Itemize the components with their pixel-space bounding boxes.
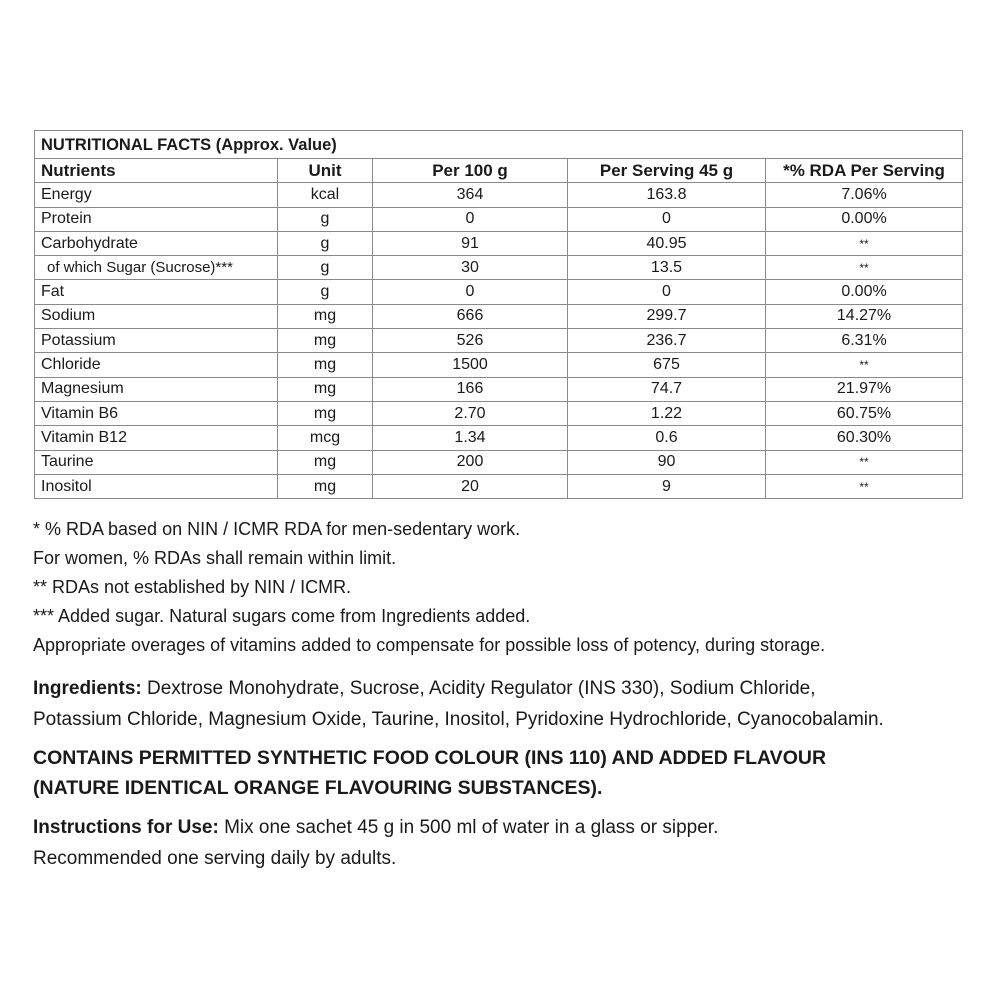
- table-row: [35, 474, 963, 498]
- table-title: NUTRITIONAL FACTS (Approx. Value): [35, 131, 963, 159]
- header-unit: Unit: [278, 159, 373, 183]
- nutrient-per-100g: 526: [373, 329, 568, 353]
- nutrient-per-100g: 0: [373, 207, 568, 231]
- nutrient-per-serving: 0: [568, 280, 766, 304]
- nutrient-per-serving: 0: [568, 207, 766, 231]
- nutrient-unit: mg: [278, 474, 373, 498]
- ingredients-text-1: Dextrose Monohydrate, Sucrose, Acidity Regulator (INS 330), Sodium Chloride,: [141, 678, 816, 699]
- nutrient-per-serving: 1.22: [568, 401, 766, 425]
- footnote-added-sugar: *** Added sugar. Natural sugars come from Ingredients added.: [33, 606, 531, 626]
- nutrient-per-100g: 364: [373, 183, 568, 207]
- header-per-serving: Per Serving 45 g: [568, 159, 766, 183]
- instructions-text-1: Mix one sachet 45 g in 500 ml of water in a glass or sipper.: [218, 817, 719, 838]
- nutrient-name: Fat: [35, 280, 278, 304]
- table-row: [35, 231, 963, 255]
- nutrient-unit: mg: [278, 450, 373, 474]
- table-row: [35, 256, 963, 280]
- nutrient-name: Protein: [35, 207, 278, 231]
- nutrient-per-serving: 299.7: [568, 304, 766, 328]
- nutrient-per-100g: 20: [373, 474, 568, 498]
- table-row: [35, 353, 963, 377]
- nutrient-per-100g: 0: [373, 280, 568, 304]
- nutrient-unit: mg: [278, 401, 373, 425]
- nutrient-per-serving: 9: [568, 474, 766, 498]
- footnote-not-established: ** RDAs not established by NIN / ICMR.: [33, 577, 352, 597]
- footnote-overages: Appropriate overages of vitamins added to compensate for possible loss of potency, during storage.: [33, 635, 826, 655]
- contains-line-2: (NATURE IDENTICAL ORANGE FLAVOURING SUBSTANCES).: [33, 777, 603, 799]
- instructions-line-2: Recommended one serving daily by adults.: [33, 848, 397, 869]
- nutrient-per-serving: 40.95: [568, 231, 766, 255]
- nutrient-name: Carbohydrate: [35, 231, 278, 255]
- header-nutrients: Nutrients: [35, 159, 278, 183]
- ingredients-line-2: Potassium Chloride, Magnesium Oxide, Taurine, Inositol, Pyridoxine Hydrochloride, Cyanocobalamin.: [33, 709, 884, 730]
- nutrient-rda: **: [766, 474, 963, 498]
- nutrient-unit: g: [278, 280, 373, 304]
- nutrient-unit: g: [278, 207, 373, 231]
- nutrient-rda: **: [766, 256, 963, 280]
- table-header-row: [35, 159, 963, 183]
- nutrient-unit: mg: [278, 304, 373, 328]
- nutrient-per-100g: 200: [373, 450, 568, 474]
- contains-line-1: CONTAINS PERMITTED SYNTHETIC FOOD COLOUR (INS 110) AND ADDED FLAVOUR: [33, 747, 827, 769]
- nutrient-unit: mg: [278, 377, 373, 401]
- nutrient-rda: 7.06%: [766, 183, 963, 207]
- nutrient-rda: 14.27%: [766, 304, 963, 328]
- nutrient-rda: 0.00%: [766, 280, 963, 304]
- nutrient-name: Chloride: [35, 353, 278, 377]
- header-rda: *% RDA Per Serving: [766, 159, 963, 183]
- ingredients-label: Ingredients:: [33, 678, 142, 699]
- nutrient-name: of which Sugar (Sucrose)***: [35, 256, 278, 280]
- table-row: [35, 304, 963, 328]
- table-row: [35, 183, 963, 207]
- footnote-rda-basis: * % RDA based on NIN / ICMR RDA for men-sedentary work.: [33, 519, 521, 539]
- nutrient-per-serving: 675: [568, 353, 766, 377]
- nutrient-unit: mcg: [278, 426, 373, 450]
- instructions-block: [33, 812, 973, 874]
- table-row: [35, 329, 963, 353]
- nutrient-per-serving: 163.8: [568, 183, 766, 207]
- nutrient-name: Inositol: [35, 474, 278, 498]
- nutrient-per-100g: 1.34: [373, 426, 568, 450]
- nutrient-per-serving: 0.6: [568, 426, 766, 450]
- nutrient-rda: 21.97%: [766, 377, 963, 401]
- nutrient-unit: g: [278, 256, 373, 280]
- header-per-100g: Per 100 g: [373, 159, 568, 183]
- ingredients-block: [33, 673, 973, 735]
- nutrient-per-100g: 166: [373, 377, 568, 401]
- ingredients-line-1: [33, 673, 973, 704]
- nutrient-name: Vitamin B12: [35, 426, 278, 450]
- nutrient-per-100g: 666: [373, 304, 568, 328]
- table-row: [35, 377, 963, 401]
- nutrient-per-100g: 1500: [373, 353, 568, 377]
- nutrient-unit: kcal: [278, 183, 373, 207]
- table-row: [35, 280, 963, 304]
- nutrient-per-100g: 2.70: [373, 401, 568, 425]
- nutrient-rda: 60.30%: [766, 426, 963, 450]
- nutrient-name: Vitamin B6: [35, 401, 278, 425]
- nutrient-name: Sodium: [35, 304, 278, 328]
- table-title-row: [35, 131, 963, 159]
- nutrient-name: Energy: [35, 183, 278, 207]
- table-row: [35, 450, 963, 474]
- nutrient-per-100g: 91: [373, 231, 568, 255]
- nutrient-per-serving: 74.7: [568, 377, 766, 401]
- nutrient-per-100g: 30: [373, 256, 568, 280]
- nutrient-per-serving: 13.5: [568, 256, 766, 280]
- instructions-label: Instructions for Use:: [33, 817, 219, 838]
- nutrient-unit: mg: [278, 329, 373, 353]
- table-row: [35, 401, 963, 425]
- nutrient-rda: **: [766, 353, 963, 377]
- nutrient-unit: mg: [278, 353, 373, 377]
- nutrient-name: Magnesium: [35, 377, 278, 401]
- table-row: [35, 426, 963, 450]
- nutrient-rda: 60.75%: [766, 401, 963, 425]
- nutrient-rda: 6.31%: [766, 329, 963, 353]
- nutrition-facts-table: [34, 130, 963, 499]
- footnote-women: For women, % RDAs shall remain within limit.: [33, 548, 397, 568]
- nutrient-name: Taurine: [35, 450, 278, 474]
- footnotes: [33, 515, 973, 660]
- nutrient-per-serving: 90: [568, 450, 766, 474]
- table-row: [35, 207, 963, 231]
- nutrient-rda: 0.00%: [766, 207, 963, 231]
- contains-statement: [33, 743, 973, 803]
- nutrient-unit: g: [278, 231, 373, 255]
- instructions-line-1: [33, 812, 973, 843]
- nutrient-rda: **: [766, 450, 963, 474]
- nutrient-name: Potassium: [35, 329, 278, 353]
- nutrient-rda: **: [766, 231, 963, 255]
- nutrient-per-serving: 236.7: [568, 329, 766, 353]
